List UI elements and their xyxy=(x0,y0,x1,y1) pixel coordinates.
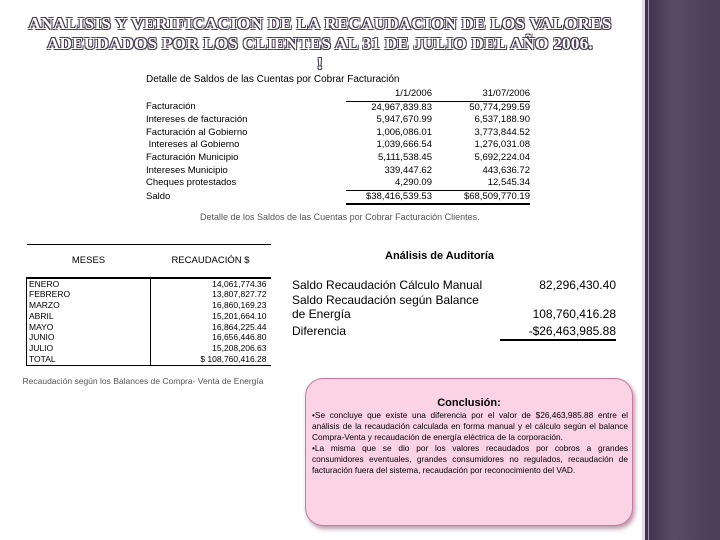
audit-line-manual: Saldo Recaudación Cálculo Manual xyxy=(292,278,483,292)
audit-line-balance-cont: de Energía xyxy=(292,307,351,321)
recaudacion-caption: Recaudación según los Balances de Compra- Venta de Energía xyxy=(22,376,264,386)
audit-line-difference: Diferencia xyxy=(292,324,347,338)
conclusion-title: Conclusión: xyxy=(437,397,501,409)
balance-col1-header: 1/1/2006 xyxy=(346,88,432,101)
balance-total-row: Saldo $38,416,539.53 $68,509,770.19 xyxy=(146,190,530,204)
audit-value-manual: 82,296,430.40 xyxy=(539,278,616,292)
table-row: Intereses Municipio 339,447.62 443,636.72 xyxy=(146,164,530,176)
amount-header: RECAUDACIÓN $ xyxy=(151,245,271,278)
table-row: MAYO 16,864,225.44 xyxy=(27,322,271,333)
sidebar-divider xyxy=(642,0,645,540)
conclusion-paragraph-2: •La misma que se dio por los valores recaudados por cobros a grandes consumidores eventuales, grandes consumidores no regulados, recaudación de facturación fuera del sistema, recaudación por reconocimiento del VAD. xyxy=(312,443,628,475)
table-row: Facturación 24,967,839.83 50,774,299.59 xyxy=(146,101,530,113)
audit-value-balance: 108,760,416.28 xyxy=(532,307,616,321)
recaudacion-header-row xyxy=(27,245,271,278)
balance-col2-header: 31/07/2006 xyxy=(432,88,530,101)
table-row: Facturación al Gobierno 1,006,086.01 3,773,844.52 xyxy=(146,126,530,138)
audit-title: Análisis de Auditoría xyxy=(385,250,495,262)
title-line-3: ! xyxy=(317,54,323,73)
conclusion-paragraph-1: •Se concluye que existe una diferencia por el valor de $26,463,985.88 entre el análisis de la recaudación calculada en forma manual y el cálculo según el balance Compra-Venta y recaudación de energía eléctrica de la corporación. xyxy=(312,410,628,442)
table-row: Intereses de facturación 5,947,670.99 6,537,188.90 xyxy=(146,114,530,126)
table-row: ABRIL 15,201,664.10 xyxy=(27,311,271,322)
months-header: MESES xyxy=(27,245,151,278)
sidebar-divider-thin xyxy=(648,0,649,540)
table-row: Facturación Municipio 5,111,538.45 5,692,224.04 xyxy=(146,151,530,163)
balance-header-row xyxy=(146,88,530,101)
balance-table xyxy=(146,88,530,205)
table-row: ENERO 14,061,774.36 xyxy=(27,278,271,290)
decorative-sidebar xyxy=(642,0,720,540)
balance-footer-caption: Detalle de los Saldos de las Cuentas por Cobrar Facturación Clientes. xyxy=(200,212,480,222)
recaudacion-total-row: TOTAL $ 108,760,416.28 xyxy=(27,354,271,365)
balance-caption: Detalle de Saldos de las Cuentas por Cobrar Facturación xyxy=(146,74,400,85)
table-row: JULIO 15,208,206.63 xyxy=(27,343,271,354)
table-row: JUNIO 16,656,446.80 xyxy=(27,332,271,343)
table-row: MARZO 16,860,169.23 xyxy=(27,300,271,311)
conclusion-body xyxy=(312,410,628,476)
recaudacion-table xyxy=(26,244,271,366)
conclusion-box xyxy=(305,378,633,526)
audit-line-balance: Saldo Recaudación según Balance xyxy=(292,293,479,307)
table-row: Cheques protestados 4,290.09 12,545.34 xyxy=(146,177,530,189)
table-row: FEBRERO 13,807,827.72 xyxy=(27,289,271,300)
table-row: Intereses al Gobierno 1,039,666.54 1,276,031.08 xyxy=(146,139,530,151)
title-line-1: ANALISIS Y VERIFICACION DE LA RECAUDACION DE LOS VALORES xyxy=(28,14,612,33)
title-line-2: ADEUDADOS POR LOS CLIENTES AL 31 DE JULIO DEL AÑO 2006. xyxy=(47,34,593,53)
page-title xyxy=(20,14,620,74)
audit-value-difference: -$26,463,985.88 xyxy=(500,324,616,341)
